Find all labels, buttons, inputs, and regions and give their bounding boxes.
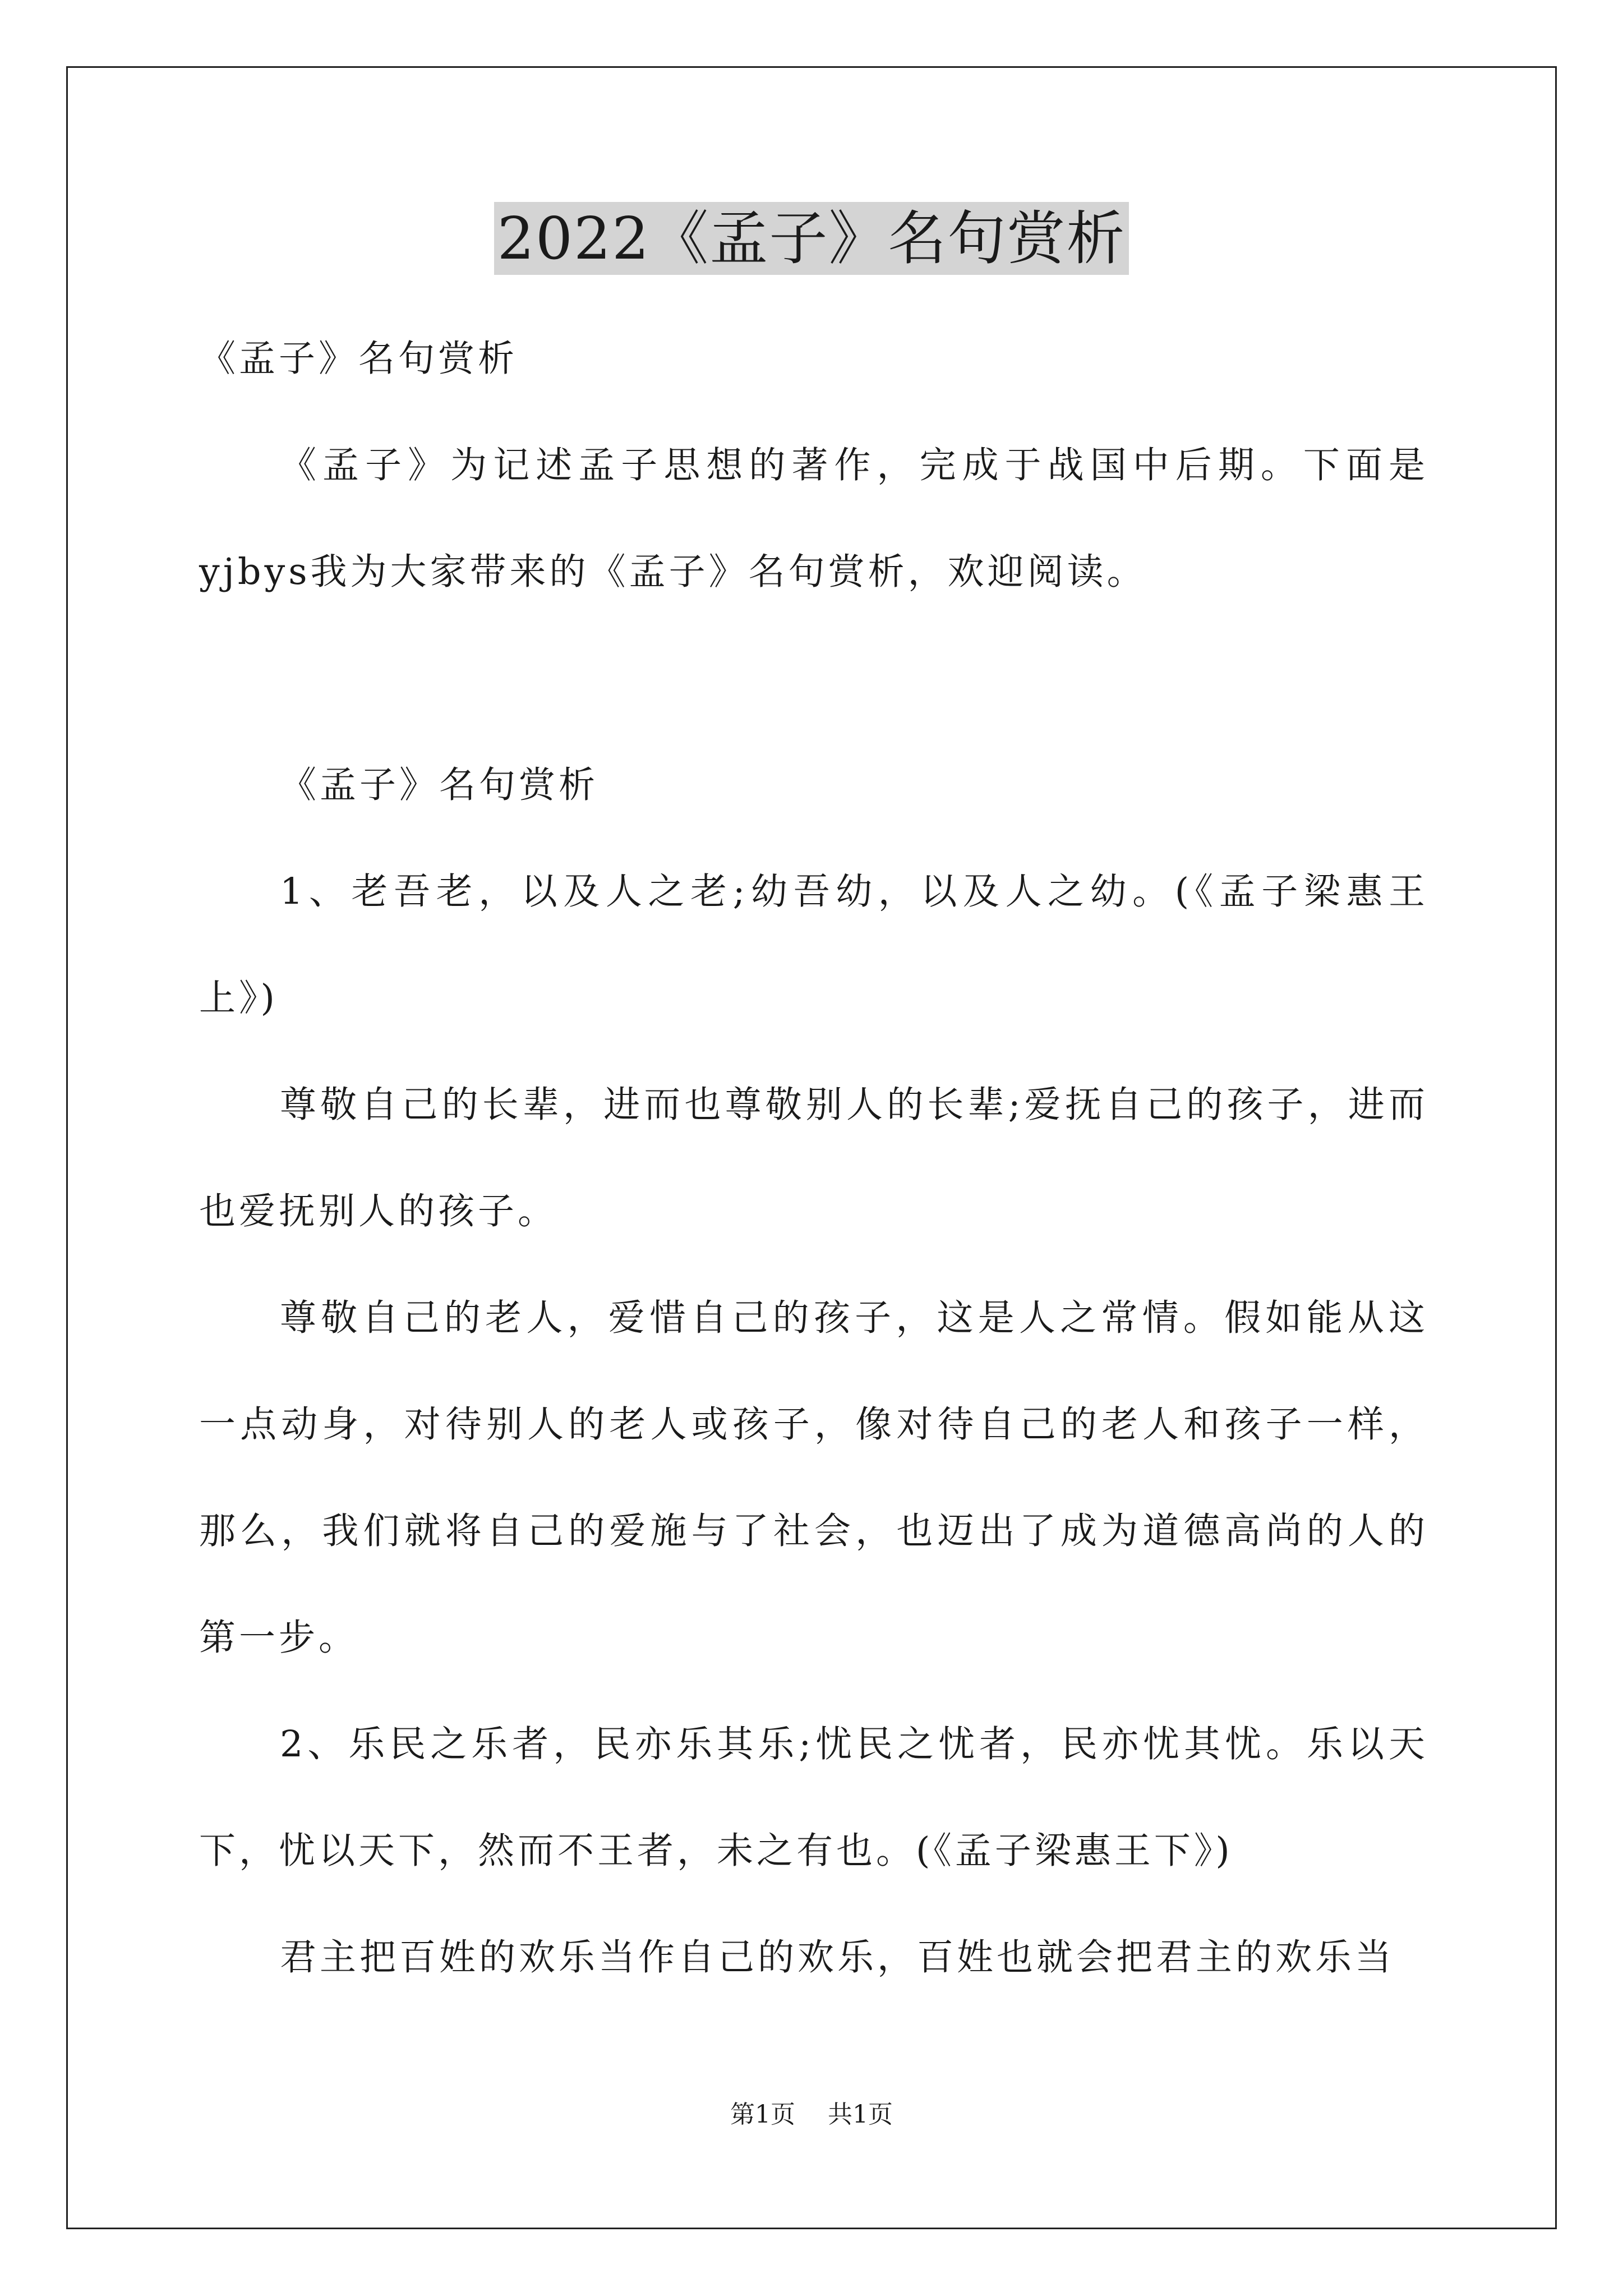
page-footer xyxy=(0,2098,1623,2132)
total-pages: 共1页 xyxy=(828,2100,893,2129)
intro-paragraph: 《孟子》为记述孟子思想的著作，完成于战国中后期。下面是yjbys我为大家带来的《孟子》名句赏析，欢迎阅读。 xyxy=(199,444,1428,593)
paragraph-spacer xyxy=(199,625,1428,732)
quote-2-translation: 君主把百姓的欢乐当作自己的欢乐，百姓也就会把君主的欢乐当 xyxy=(280,1936,1395,1978)
document-subtitle: 《孟子》名句赏析 xyxy=(199,338,518,380)
document-body xyxy=(199,306,1428,2011)
quote-1: 1、老吾老，以及人之老;幼吾幼，以及人之幼。(《孟子梁惠王上》) xyxy=(199,871,1428,1019)
section-heading: 《孟子》名句赏析 xyxy=(280,764,599,806)
quote-1-commentary: 尊敬自己的老人，爱惜自己的孩子，这是人之常情。假如能从这一点动身，对待别人的老人或孩子，像对待自己的老人和孩子一样，那么，我们就将自己的爱施与了社会，也迈出了成为道德高尚的人的第一步。 xyxy=(199,1297,1428,1659)
document-title: 2022《孟子》名句赏析 xyxy=(494,202,1129,275)
quote-1-translation: 尊敬自己的长辈，进而也尊敬别人的长辈;爱抚自己的孩子，进而也爱抚别人的孩子。 xyxy=(199,1084,1428,1232)
quote-2: 2、乐民之乐者，民亦乐其乐;忧民之忧者，民亦忧其忧。乐以天下，忧以天下，然而不王者，未之有也。(《孟子梁惠王下》) xyxy=(199,1723,1428,1872)
page-number: 第1页 xyxy=(730,2100,795,2129)
title-container xyxy=(0,202,1623,275)
